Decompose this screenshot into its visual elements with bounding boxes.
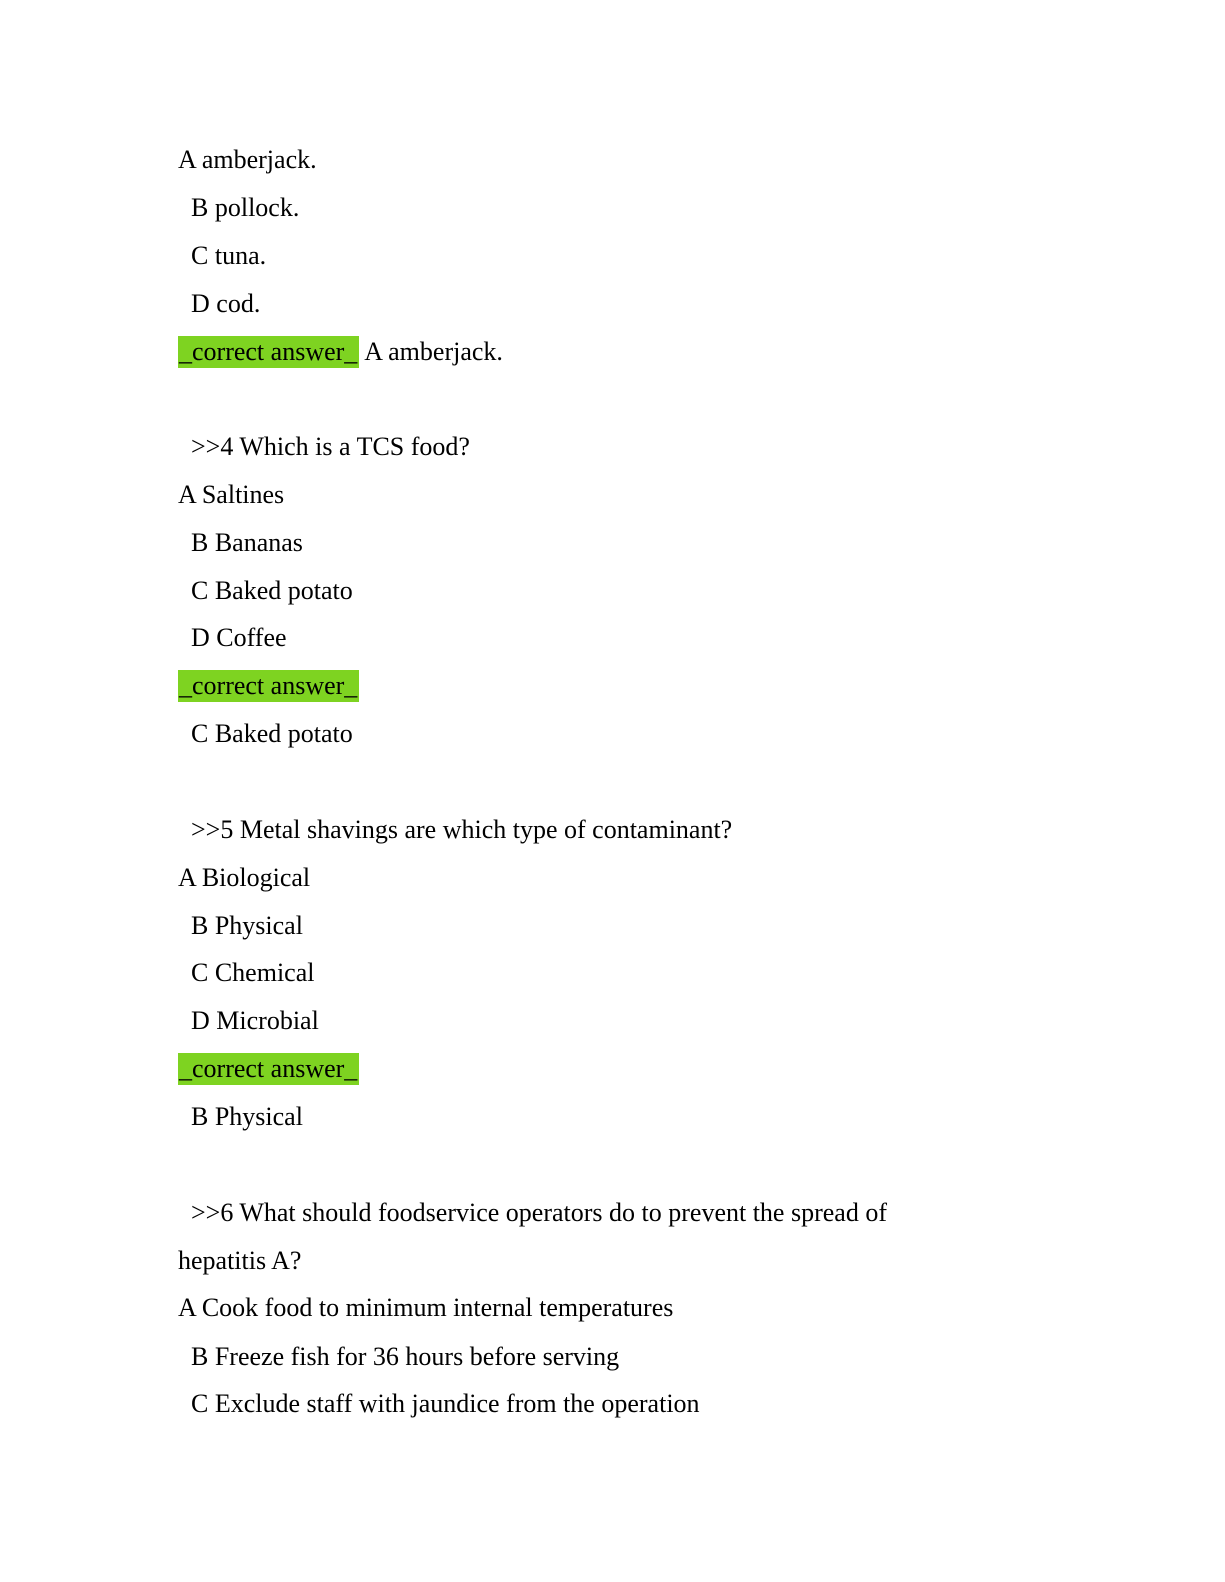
q3-correct-answer: A amberjack. xyxy=(364,337,503,366)
q5-option-c: C Chemical xyxy=(191,958,315,987)
q3-correct-answer-label: _correct answer_ xyxy=(179,337,358,366)
q3-option-b: B pollock. xyxy=(191,193,300,222)
q4-option-b: B Bananas xyxy=(191,528,303,557)
q6-option-a: A Cook food to minimum internal temperatures xyxy=(178,1293,674,1322)
q3-option-d: D cod. xyxy=(191,289,261,318)
q5-correct-answer-label: _correct answer_ xyxy=(179,1054,358,1083)
q6-question-line2: hepatitis A? xyxy=(178,1246,302,1275)
q5-option-d: D Microbial xyxy=(191,1006,319,1035)
q5-option-b: B Physical xyxy=(191,911,303,940)
q4-option-d: D Coffee xyxy=(191,623,287,652)
q4-option-c: C Baked potato xyxy=(191,576,353,605)
q3-option-a: A amberjack. xyxy=(178,145,317,174)
q3-option-c: C tuna. xyxy=(191,241,267,270)
q4-option-a: A Saltines xyxy=(178,480,285,509)
q6-question-line1: >>6 What should foodservice operators do to prevent the spread of xyxy=(191,1198,887,1227)
q4-correct-answer: C Baked potato xyxy=(191,719,353,748)
q5-correct-answer: B Physical xyxy=(191,1102,303,1131)
q4-question: >>4 Which is a TCS food? xyxy=(191,432,470,461)
q4-correct-answer-label: _correct answer_ xyxy=(179,671,358,700)
q5-question: >>5 Metal shavings are which type of contaminant? xyxy=(191,815,733,844)
q5-option-a: A Biological xyxy=(178,863,311,892)
q3-answer-row xyxy=(178,336,503,368)
q6-option-c: C Exclude staff with jaundice from the operation xyxy=(191,1389,700,1418)
q6-option-b: B Freeze fish for 36 hours before serving xyxy=(191,1342,620,1371)
